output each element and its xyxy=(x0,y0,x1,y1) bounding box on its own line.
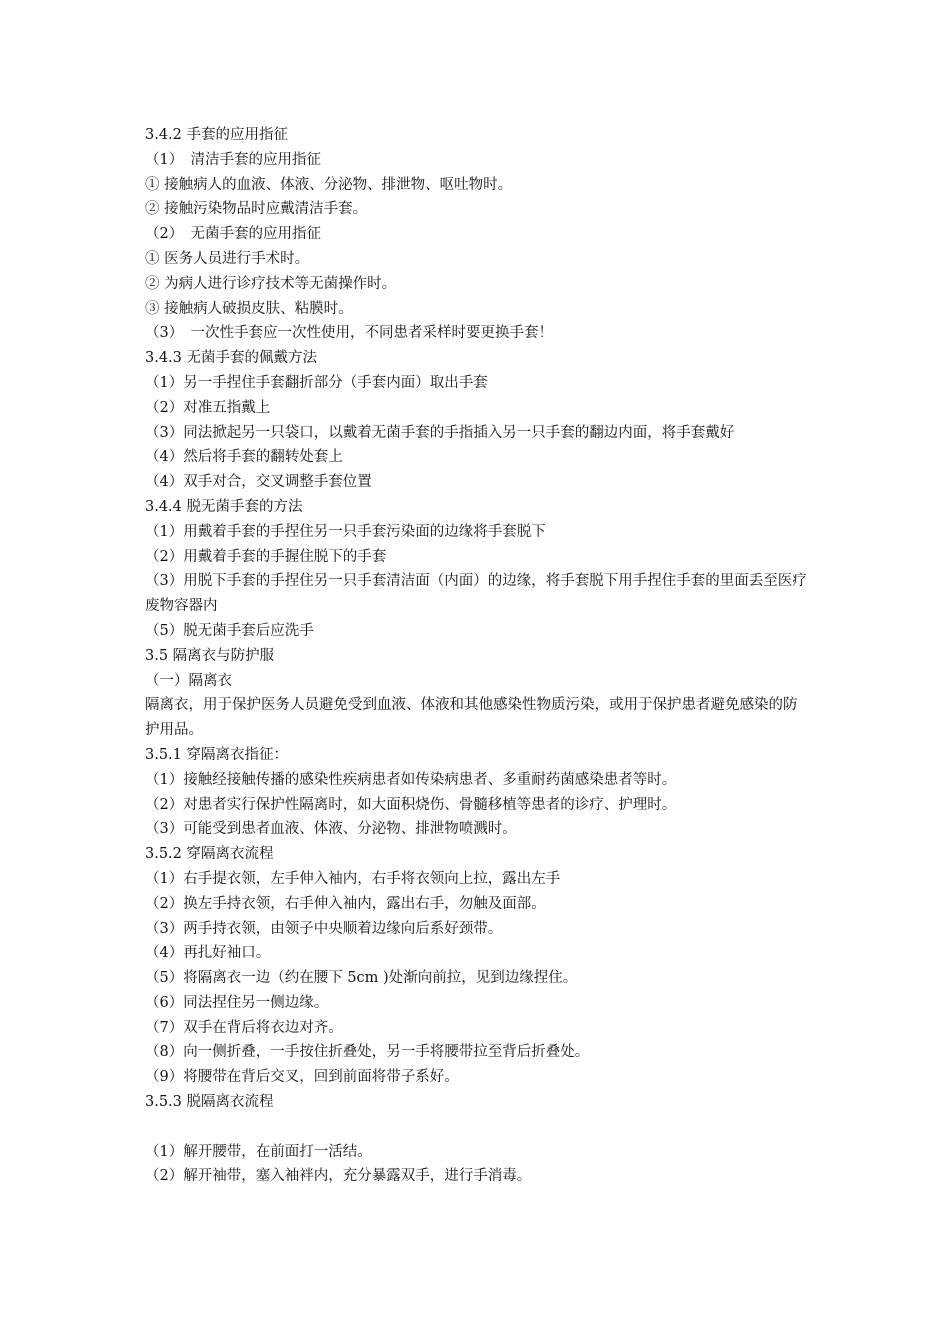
list-item: （3）可能受到患者血液、体液、分泌物、排泄物喷溅时。 xyxy=(145,821,517,838)
heading-3-5-1: 3.5.1 穿隔离衣指征： xyxy=(145,746,289,763)
list-item: （3）用脱下手套的手捏住另一只手套清洁面（内面）的边缘，将手套脱下用手捏住手套的里面丢至医疗废物容器内 xyxy=(145,573,807,615)
list-item: （5）脱无菌手套后应洗手 xyxy=(145,622,314,639)
heading-3-5-2: 3.5.2 穿隔离衣流程 xyxy=(145,846,274,863)
list-item: （1）右手提衣领，左手伸入袖内，右手将衣领向上拉，露出左手 xyxy=(145,870,561,887)
paragraph: 隔离衣，用于保护医务人员避免受到血液、体液和其他感染性物质污染，或用于保护患者避免感染的防护用品。 xyxy=(145,697,798,739)
list-item: （1）接触经接触传播的感染性疾病患者如传染病患者、多重耐药菌感染患者等时。 xyxy=(145,771,677,788)
list-item: （3）两手持衣领，由领子中央顺着边缘向后系好颈带。 xyxy=(145,920,503,937)
heading-3-4-4: 3.4.4 脱无菌手套的方法 xyxy=(145,498,303,515)
list-item: （4）再扎好袖口。 xyxy=(145,945,271,962)
list-item: （2）解开袖带，塞入袖袢内，充分暴露双手，进行手消毒。 xyxy=(145,1168,532,1185)
list-item: （1）用戴着手套的手捏住另一只手套污染面的边缘将手套脱下 xyxy=(145,523,546,540)
list-item: （4）然后将手套的翻转处套上 xyxy=(145,449,343,466)
list-item: （1）另一手捏住手套翻折部分（手套内面）取出手套 xyxy=(145,374,488,391)
list-item: （1） 清洁手套的应用指征 xyxy=(145,151,321,168)
document-body xyxy=(145,123,810,1189)
list-item: ② 接触污染物品时应戴清洁手套。 xyxy=(145,201,368,218)
list-item: （2）对准五指戴上 xyxy=(145,399,271,416)
list-item: ② 为病人进行诊疗技术等无菌操作时。 xyxy=(145,275,397,292)
list-item: （1）解开腰带，在前面打一活结。 xyxy=(145,1143,372,1160)
list-item: ③ 接触病人破损皮肤、粘膜时。 xyxy=(145,300,353,317)
list-item: （7）双手在背后将衣边对齐。 xyxy=(145,1019,343,1036)
heading-3-4-3: 3.4.3 无菌手套的佩戴方法 xyxy=(145,350,318,367)
list-item: （5）将隔离衣一边（约在腰下 5cm )处渐向前拉，见到边缘捏住。 xyxy=(145,970,578,987)
heading-3-4-2: 3.4.2 手套的应用指征 xyxy=(145,127,289,143)
list-item: ① 医务人员进行手术时。 xyxy=(145,250,310,267)
blank-line xyxy=(145,1115,810,1140)
list-item: （8）向一侧折叠，一手按住折叠处，另一手将腰带拉至背后折叠处。 xyxy=(145,1044,590,1061)
list-item: （3）同法掀起另一只袋口，以戴着无菌手套的手指插入另一只手套的翻边内面，将手套戴好 xyxy=(145,424,735,441)
heading-3-5-3: 3.5.3 脱隔离衣流程 xyxy=(145,1094,274,1111)
list-item: （4）双手对合，交叉调整手套位置 xyxy=(145,474,372,491)
list-item: （6）同法捏住另一侧边缘。 xyxy=(145,994,329,1011)
list-item: （2）用戴着手套的手握住脱下的手套 xyxy=(145,548,387,565)
list-item: （2）对患者实行保护性隔离时，如大面积烧伤、骨髓移植等患者的诊疗、护理时。 xyxy=(145,796,677,813)
heading-3-5: 3.5 隔离衣与防护服 xyxy=(145,647,275,664)
list-item: （3） 一次性手套应一次性使用，不同患者采样时要更换手套！ xyxy=(145,325,553,342)
list-item: ① 接触病人的血液、体液、分泌物、排泄物、呕吐物时。 xyxy=(145,176,513,193)
list-item: （2） 无菌手套的应用指征 xyxy=(145,226,321,243)
subheading-isolation-gown: （一）隔离衣 xyxy=(145,672,232,689)
list-item: （9）将腰带在背后交叉，回到前面将带子系好。 xyxy=(145,1069,459,1086)
list-item: （2）换左手持衣领，右手伸入袖内，露出右手，勿触及面部。 xyxy=(145,895,546,912)
